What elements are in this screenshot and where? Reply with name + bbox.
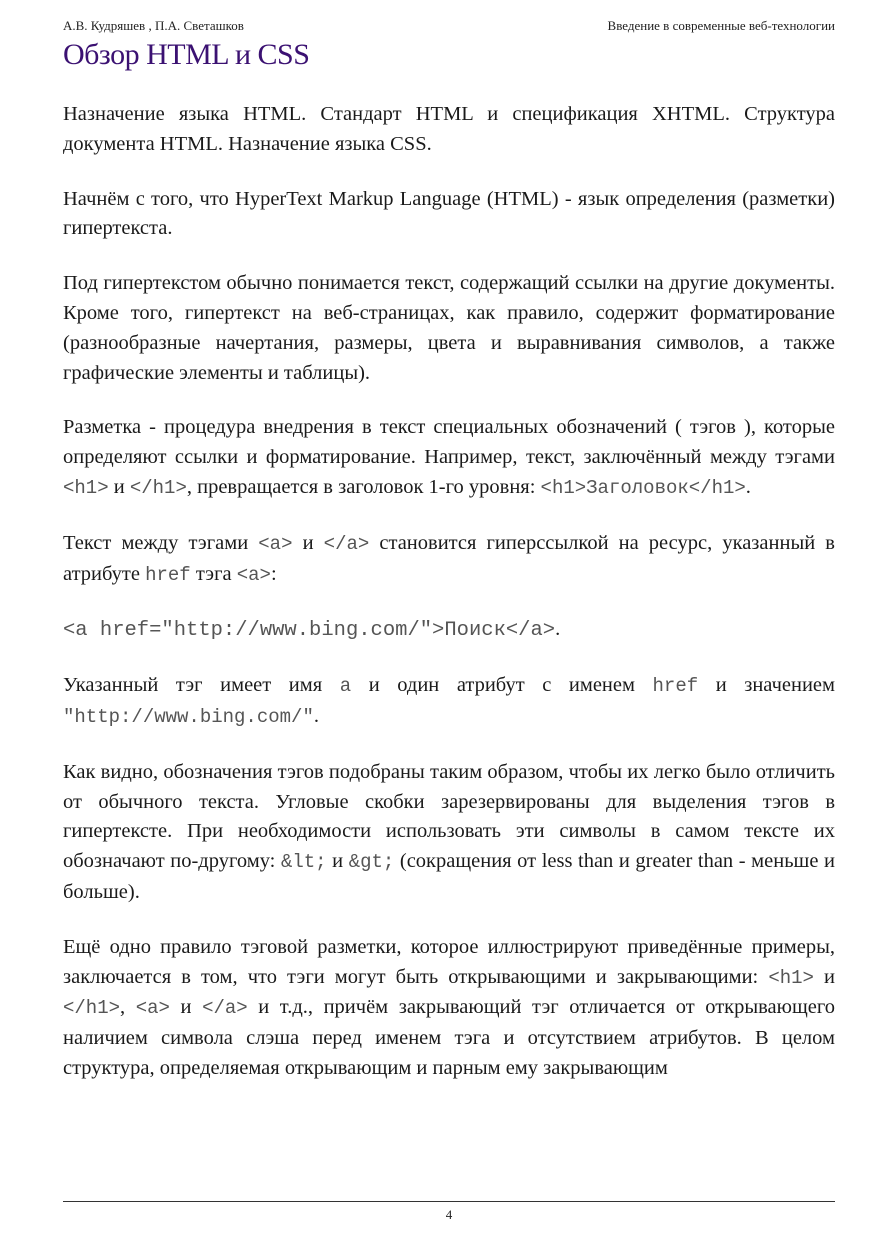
code-h1-open: <h1>: [768, 966, 814, 989]
code-href-value: "http://www.bing.com/": [63, 705, 314, 728]
text-fragment: , превращается в заголовок 1-го уровня:: [186, 475, 541, 498]
code-h1-example: <h1>Заголовок</h1>: [540, 476, 746, 499]
code-a-open: <a>: [135, 997, 170, 1020]
text-fragment: .: [555, 618, 561, 641]
text-fragment: (сокращения от less than и greater than - меньше и больше).: [63, 850, 835, 903]
text-fragment: :: [270, 562, 277, 585]
code-href-attr: href: [652, 675, 699, 698]
paragraph-entities: [63, 758, 835, 908]
text-fragment: тэга: [190, 562, 237, 585]
code-h1-close: </h1>: [63, 997, 121, 1020]
text-fragment: и: [169, 996, 203, 1019]
text-fragment: и: [292, 531, 324, 554]
code-a-open: <a>: [258, 532, 293, 555]
paragraph-markup: [63, 413, 835, 503]
page-header: [63, 18, 835, 36]
code-href: href: [145, 563, 191, 586]
text-fragment: и т.д., причём закрывающий тэг отличается от открывающего наличием символа слэша перед именем тэга и отсутствием атрибутов. В целом структура, определяемая открывающим и парным ему закрывающим: [63, 996, 836, 1079]
text-fragment: .: [745, 475, 751, 498]
header-authors: А.В. Кудряшев , П.А. Светашков: [63, 18, 244, 33]
page-number: 4: [445, 1207, 453, 1222]
code-anchor-example: <a href="http://www.bing.com/">Поиск</a>: [63, 619, 556, 643]
code-a-name: a: [339, 675, 352, 698]
paragraph-html-definition: Начнём с того, что HyperText Markup Language (HTML) - язык определения (разметки) гипертекста.: [63, 187, 835, 240]
text-fragment: Как видно, обозначения тэгов подобраны таким образом, чтобы их легко было отличить от обычного текста. Угловые скобки зарезервированы для выделения тэгов в гипертексте. При необходимости использовать эти символы в самом тексте их обозначают по-другому:: [63, 760, 835, 873]
text-fragment: Ещё одно правило тэговой разметки, которое иллюстрируют приведённые примеры, заключается в том, что тэги могут быть открывающими и закрывающими:: [63, 935, 835, 988]
paragraph-anchor: [63, 529, 835, 591]
text-fragment: и один атрибут с именем: [351, 674, 653, 697]
code-example-line: [63, 615, 835, 646]
text-fragment: и: [108, 475, 130, 498]
text-fragment: становится гиперссылкой на ресурс, указанный в атрибуте: [63, 531, 835, 585]
text-fragment: и: [813, 965, 835, 988]
code-gt-entity: &gt;: [348, 851, 395, 874]
code-h1-close: </h1>: [129, 476, 187, 499]
code-h1-open: <h1>: [63, 476, 109, 499]
paragraph-tag-name: [63, 671, 835, 733]
text-fragment: Текст между тэгами: [63, 531, 259, 554]
document-body: [63, 100, 835, 1109]
paragraph-topics: Назначение языка HTML. Стандарт HTML и спецификация XHTML. Структура документа HTML. Назначение языка CSS.: [63, 103, 835, 155]
text-fragment: ,: [120, 996, 136, 1019]
text-fragment: Разметка - процедура внедрения в текст специальных обозначений ( тэгов ), которые определяют ссылки и форматирование. Например, текст, заключённый между тэгами: [63, 416, 835, 469]
code-a-tag: <a>: [236, 563, 271, 586]
text-fragment: и: [326, 850, 349, 873]
code-lt-entity: &lt;: [280, 851, 327, 874]
footer-divider: [63, 1201, 835, 1202]
code-a-close: </a>: [202, 997, 248, 1020]
text-fragment: и значением: [698, 674, 835, 697]
header-book-title: Введение в современные веб-технологии: [607, 18, 835, 33]
section-title: Обзор HTML и CSS: [63, 38, 310, 71]
text-fragment: .: [313, 704, 319, 727]
code-a-close: </a>: [323, 532, 370, 555]
paragraph-open-close-tags: [63, 933, 835, 1084]
text-fragment: Указанный тэг имеет имя: [63, 674, 340, 697]
paragraph-hypertext: Под гипертекстом обычно понимается текст, содержащий ссылки на другие документы. Кроме того, гипертекст на веб-страницах, как правило, содержит форматирование (разнообразные начертания, размеры, цвета и выравнивания символов, а также графические элементы и таблицы).: [63, 272, 835, 384]
